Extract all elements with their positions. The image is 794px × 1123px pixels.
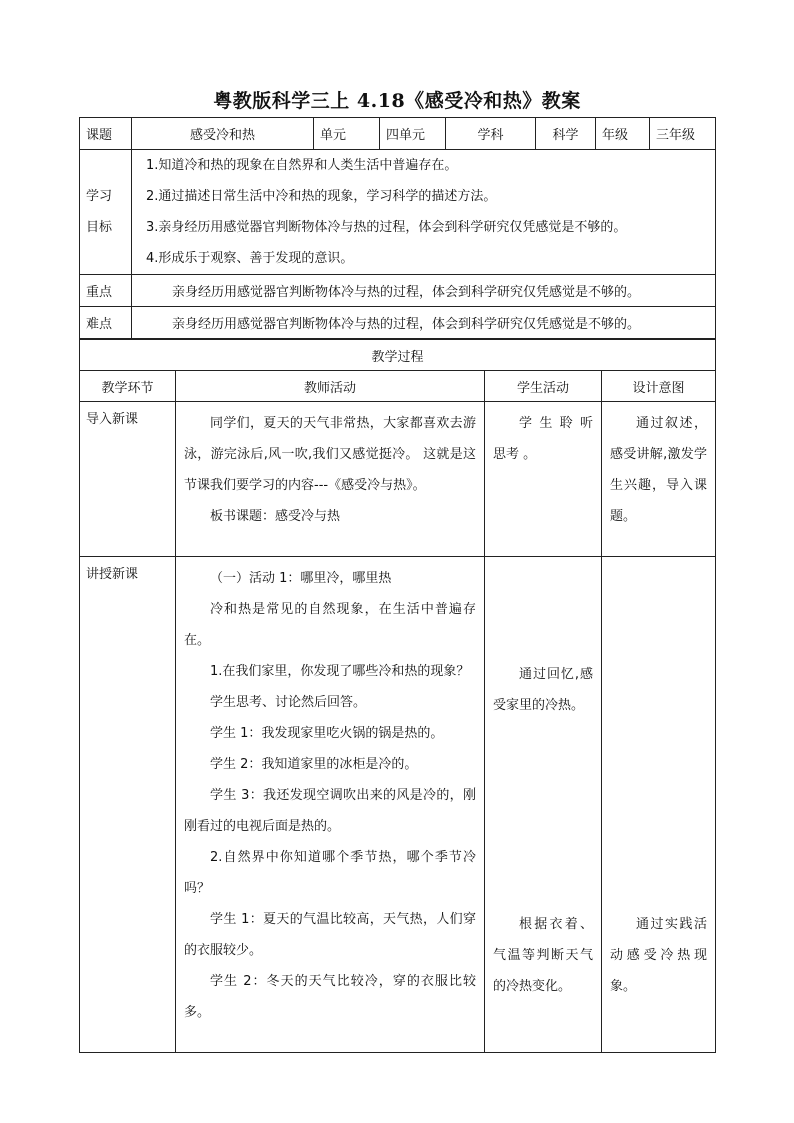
teach-paragraph: 学生 3：我还发现空调吹出来的风是冷的，刚刚看过的电视后面是热的。: [184, 788, 476, 834]
process-header-row: [80, 371, 716, 402]
header-stage: 教学环节: [80, 371, 176, 402]
lesson-info-row: [80, 118, 716, 150]
difficulty-row: [80, 307, 716, 339]
grade-value: 三年级: [650, 118, 716, 150]
difficulty-label: 难点: [80, 307, 132, 339]
key-point-value: 亲身经历用感觉器官判断物体冷与热的过程，体会到科学研究仅凭感觉是不够的。: [132, 275, 716, 307]
intro-student-text: 学 生 聆 听思考 。: [493, 416, 593, 462]
lesson-label: 课题: [80, 118, 132, 150]
goal-item: 2.通过描述日常生活中冷和热的现象，学习科学的描述方法。: [146, 189, 497, 204]
teach-paragraph: 学生 1：夏天的气温比较高，天气热，人们穿的衣服较少。: [184, 912, 476, 958]
lesson-value: 感受冷和热: [132, 118, 314, 150]
intro-teacher-text: 同学们，夏天的天气非常热，大家都喜欢去游泳，游完泳后,风一吹,我们又感觉挺冷。 这就是这节课我们要学习的内容---《感受冷与热》。: [184, 416, 476, 493]
goals-label-line-2: 目标: [86, 220, 113, 235]
teach-student-text-2: 根据衣着、气温等判断天气的冷热变化。: [493, 917, 593, 994]
intro-row: [80, 402, 716, 557]
teach-paragraph: （一）活动 1：哪里冷，哪里热: [210, 571, 392, 586]
teach-design: [602, 557, 716, 1053]
intro-board-title: 板书课题：感受冷与热: [210, 509, 341, 524]
key-point-row: [80, 275, 716, 307]
key-point-label: 重点: [80, 275, 132, 307]
goal-item: 3.亲身经历用感觉器官判断物体冷与热的过程，体会到科学研究仅凭感觉是不够的。: [146, 220, 627, 235]
intro-design: [602, 402, 716, 557]
teaching-process-table: [79, 339, 716, 1053]
grade-label: 年级: [596, 118, 650, 150]
teach-paragraph: 学生 2：我知道家里的冰柜是冷的。: [210, 757, 418, 772]
subject-value: 科学: [536, 118, 596, 150]
teach-paragraph: 学生 2：冬天的天气比较冷，穿的衣服比较多。: [184, 974, 476, 1020]
teach-paragraph: 学生思考、讨论然后回答。: [210, 695, 367, 710]
teach-row: [80, 557, 716, 1053]
spacer: [610, 563, 707, 909]
goals-list: [132, 150, 716, 275]
intro-stage: 导入新课: [80, 402, 176, 557]
teach-paragraph: 2.自然界中你知道哪个季节热，哪个季节冷吗？: [184, 850, 476, 896]
unit-label: 单元: [314, 118, 380, 150]
header-design: 设计意图: [602, 371, 716, 402]
teach-stage: 讲授新课: [80, 557, 176, 1053]
difficulty-value: 亲身经历用感觉器官判断物体冷与热的过程，体会到科学研究仅凭感觉是不够的。: [132, 307, 716, 339]
lesson-info-table: [79, 117, 716, 339]
teach-teacher: [176, 557, 485, 1053]
process-title-row: [80, 340, 716, 371]
goals-label-line-1: 学习: [86, 189, 113, 204]
goals-label: [80, 150, 132, 275]
intro-student: [485, 402, 602, 557]
header-teacher: 教师活动: [176, 371, 485, 402]
teach-student-text-1: 通过回忆,感受家里的冷热。: [493, 667, 593, 713]
goals-row: [80, 150, 716, 275]
teach-paragraph: 学生 1：我发现家里吃火锅的锅是热的。: [210, 726, 444, 741]
goal-item: 4.形成乐于观察、善于发现的意识。: [146, 251, 354, 266]
header-student: 学生活动: [485, 371, 602, 402]
teach-paragraph: 冷和热是常见的自然现象，在生活中普遍存在。: [184, 602, 476, 648]
page-title: 粤教版科学三上 4.18《感受冷和热》教案: [213, 90, 581, 112]
subject-label: 学科: [446, 118, 536, 150]
spacer: [493, 563, 593, 659]
unit-value: 四单元: [380, 118, 446, 150]
goal-item: 1.知道冷和热的现象在自然界和人类生活中普遍存在。: [146, 158, 458, 173]
teach-paragraph: 1.在我们家里，你发现了哪些冷和热的现象？: [210, 664, 470, 679]
teach-student: [485, 557, 602, 1053]
intro-teacher: [176, 402, 485, 557]
process-title: 教学过程: [80, 340, 716, 371]
intro-design-text: 通过叙述，感受讲解,激发学生兴趣，导入课题。: [610, 416, 708, 524]
spacer: [493, 721, 593, 909]
teach-design-text: 通过实践活动感受冷热现象。: [610, 917, 708, 994]
